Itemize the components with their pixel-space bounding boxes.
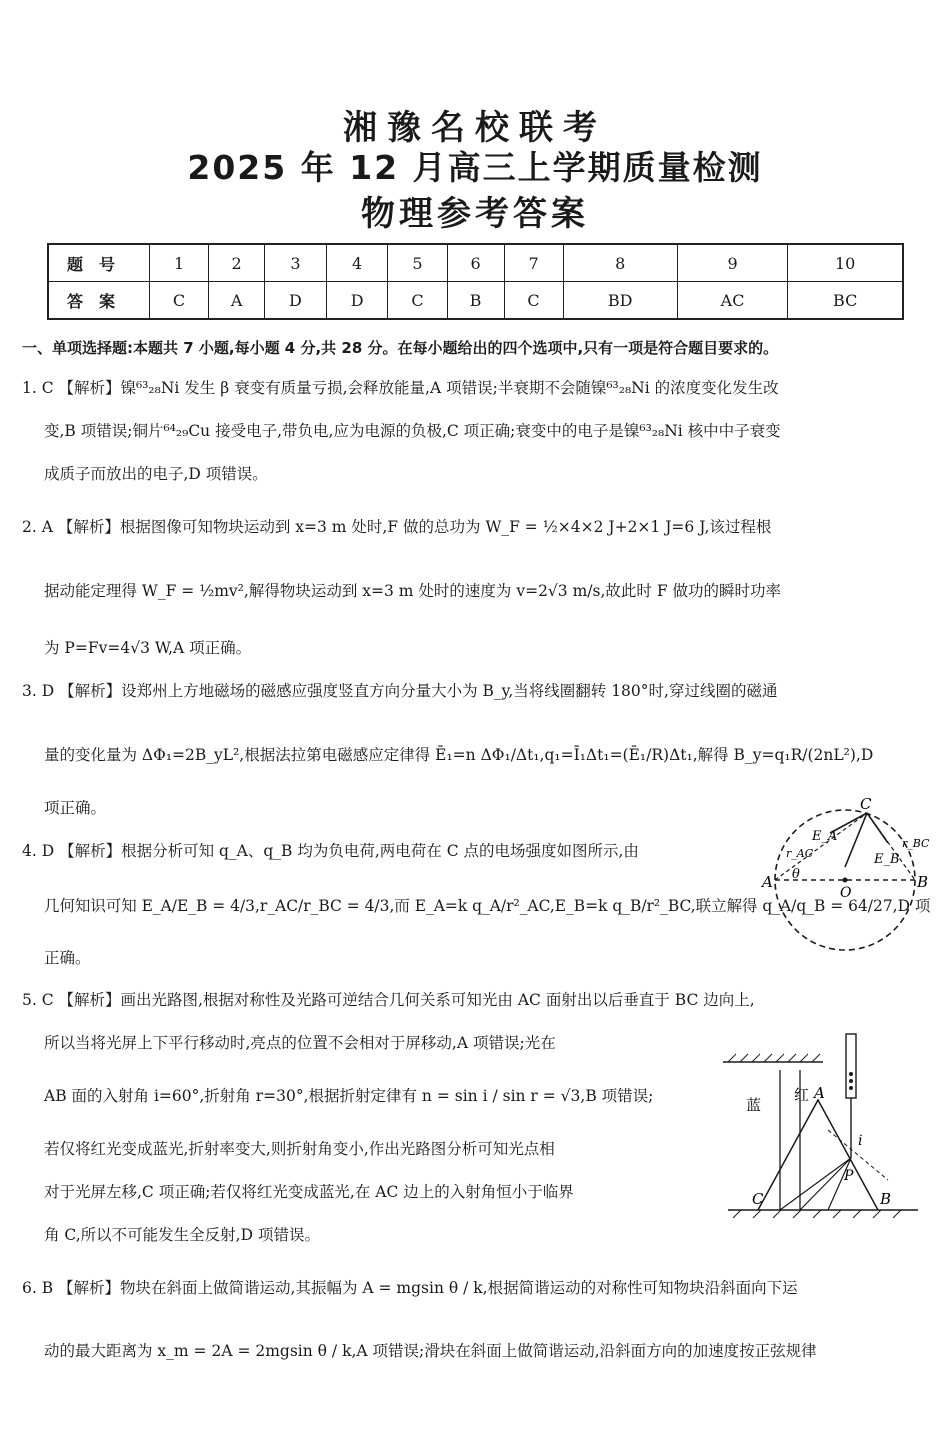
answer-line: 成质子而放出的电子,D 项错误。: [44, 465, 268, 483]
question-number: 3: [265, 244, 327, 282]
header-line1: 湘豫名校联考: [343, 108, 607, 148]
answer-line: 正确。: [44, 949, 91, 967]
electric-field-diagram: [760, 795, 940, 965]
fig4-label-rbc: r_BC: [902, 837, 930, 850]
answer-line: 若仅将红光变成蓝光,折射率变大,则折射角变小,作出光路图分析可知光点相: [44, 1140, 555, 1158]
answer-cell: C: [388, 282, 447, 320]
answer-cell: BC: [788, 282, 903, 320]
question-number: 1: [150, 244, 209, 282]
answer-cell: C: [150, 282, 209, 320]
answer-line: 据动能定理得 W_F = ½mv²,解得物块运动到 x=3 m 处时的速度为 v=2√3 m/s,故此时 F 做功的瞬时功率: [44, 582, 782, 600]
answer-line: 2. A 【解析】根据图像可知物块运动到 x=3 m 处时,F 做的总功为 W_F = ½×4×2 J+2×1 J=6 J,该过程根: [22, 518, 772, 536]
question-number: 5: [388, 244, 447, 282]
light-path-diagram: [718, 1030, 928, 1225]
answer-line: 角 C,所以不可能发生全反射,D 项错误。: [44, 1226, 320, 1244]
answer-cell: B: [447, 282, 504, 320]
answer-line: 5. C 【解析】画出光路图,根据对称性及光路可逆结合几何关系可知光由 AC 面射出以后垂直于 BC 边向上,: [22, 991, 755, 1009]
fig4-label-rac: r_AC: [786, 847, 814, 860]
fig4-label-eb: E_B: [874, 852, 900, 867]
question-number: 6: [447, 244, 504, 282]
fig5-label-c: C: [752, 1190, 764, 1208]
row-label-answer: 答案: [48, 282, 150, 320]
fig5-label-blue: 蓝: [746, 1096, 762, 1114]
header-line2: 2025 年 12 月高三上学期质量检测: [187, 148, 763, 187]
answer-line: 6. B 【解析】物块在斜面上做简谐运动,其振幅为 A = mgsin θ / k,根据简谐运动的对称性可知物块沿斜面向下运: [22, 1279, 798, 1297]
header-line3: 物理参考答案: [361, 194, 589, 234]
fig4-label-ea: E_A: [812, 829, 838, 844]
answer-line: 项正确。: [44, 799, 107, 817]
question-number: 2: [209, 244, 265, 282]
question-number: 8: [563, 244, 677, 282]
question-number: 7: [504, 244, 563, 282]
fig5-label-i: i: [858, 1133, 863, 1149]
fig4-label-theta: θ: [792, 867, 800, 882]
answer-line: 几何知识可知 E_A/E_B = 4/3,r_AC/r_BC = 4/3,而 E_A=k q_A/r²_AC,E_B=k q_B/r²_BC,联立解得 q_A/q_B = 64/27,D 项: [44, 897, 931, 915]
fig4-label-o: O: [840, 885, 852, 901]
answer-cell: D: [326, 282, 388, 320]
answer-cell: D: [265, 282, 327, 320]
answer-line: 为 P=Fv=4√3 W,A 项正确。: [44, 639, 252, 657]
fig5-label-b: B: [880, 1190, 892, 1208]
fig4-label-c: C: [860, 795, 872, 813]
answer-line: 变,B 项错误;铜片⁶⁴₂₉Cu 接受电子,带负电,应为电源的负极,C 项正确;衰变中的电子是镍⁶³₂₈Ni 核中中子衰变: [44, 422, 781, 440]
fig5-label-p: P: [844, 1168, 854, 1184]
answer-line: 动的最大距离为 x_m = 2A = 2mgsin θ / k,A 项错误;滑块在斜面上做简谐运动,沿斜面方向的加速度按正弦规律: [44, 1342, 817, 1360]
question-number: 4: [326, 244, 388, 282]
answer-line: 对于光屏左移,C 项正确;若仅将红光变成蓝光,在 AC 边上的入射角恒小于临界: [44, 1183, 574, 1201]
answer-table-row-numbers: [48, 244, 903, 282]
fig5-label-red: 红: [794, 1086, 810, 1104]
answer-cell: A: [209, 282, 265, 320]
fig5-label-a: A: [814, 1084, 825, 1102]
fig4-label-a: A: [762, 873, 773, 891]
answer-table: [47, 243, 904, 320]
answer-line: 所以当将光屏上下平行移动时,亮点的位置不会相对于屏移动,A 项错误;光在: [44, 1034, 556, 1052]
answer-cell: BD: [563, 282, 677, 320]
section-heading: 一、单项选择题:本题共 7 小题,每小题 4 分,共 28 分。在每小题给出的四个选项中,只有一项是符合题目要求的。: [22, 339, 779, 357]
row-label-number: 题号: [48, 244, 150, 282]
answer-cell: C: [504, 282, 563, 320]
answer-line: 3. D 【解析】设郑州上方地磁场的磁感应强度竖直方向分量大小为 B_y,当将线圈翻转 180°时,穿过线圈的磁通: [22, 682, 778, 700]
fig4-label-b: B: [917, 873, 929, 891]
answer-cell: AC: [677, 282, 788, 320]
question-number: 9: [677, 244, 788, 282]
question-number: 10: [788, 244, 903, 282]
answer-line: 1. C 【解析】镍⁶³₂₈Ni 发生 β 衰变有质量亏损,会释放能量,A 项错误;半衰期不会随镍⁶³₂₈Ni 的浓度变化发生改: [22, 379, 779, 397]
answer-line: AB 面的入射角 i=60°,折射角 r=30°,根据折射定律有 n = sin i / sin r = √3,B 项错误;: [44, 1087, 654, 1105]
answer-line: 量的变化量为 ΔΦ₁=2B_yL²,根据法拉第电磁感应定律得 Ē₁=n ΔΦ₁/Δt₁,q₁=Ī₁Δt₁=(Ē₁/R)Δt₁,解得 B_y=q₁R/(2nL²),D: [44, 746, 874, 764]
answer-line: 4. D 【解析】根据分析可知 q_A、q_B 均为负电荷,两电荷在 C 点的电场强度如图所示,由: [22, 842, 639, 860]
answer-table-row-answers: [48, 282, 903, 320]
